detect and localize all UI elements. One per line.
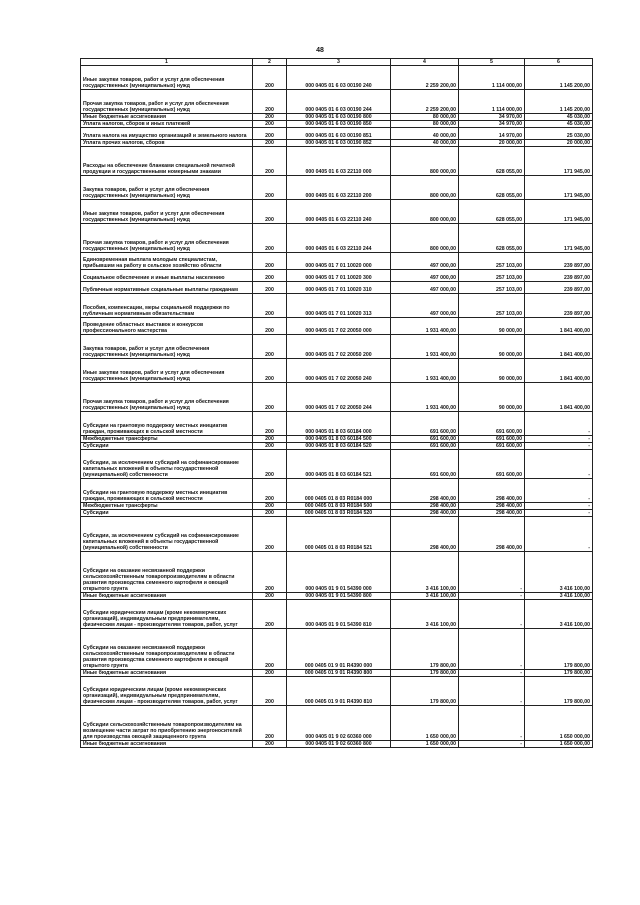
table-row [81, 677, 593, 706]
row-value-cell: 200 [253, 270, 287, 282]
row-value-cell: 000 0405 01 6 03 22110 240 [287, 200, 391, 224]
table-row [81, 224, 593, 253]
row-value-cell: 179 800,00 [391, 629, 459, 670]
table-row [81, 412, 593, 436]
row-value-cell: 1 114 000,00 [459, 90, 525, 114]
row-value-cell: 000 0405 01 8 03 R0184 500 [287, 503, 391, 510]
row-value-cell: 200 [253, 677, 287, 706]
row-value-cell: 298 400,00 [459, 510, 525, 517]
row-name-cell: Субсидии на грантовую поддержку местных инициатив граждан, проживающих в сельской местности [81, 479, 253, 503]
row-value-cell: 40 000,00 [391, 140, 459, 147]
row-value-cell: - [459, 629, 525, 670]
row-value-cell: 200 [253, 443, 287, 450]
row-value-cell: 1 650 000,00 [525, 741, 593, 748]
row-name-cell: Субсидии, за исключением субсидий на софинансирование капитальных вложений в объекты государственной (муниципальной) собственности [81, 450, 253, 479]
row-value-cell: - [459, 670, 525, 677]
row-value-cell: 200 [253, 412, 287, 436]
row-value-cell: 179 800,00 [525, 670, 593, 677]
row-value-cell: 239 897,00 [525, 294, 593, 318]
row-value-cell: 628 055,00 [459, 200, 525, 224]
row-value-cell: 45 030,00 [525, 121, 593, 128]
row-value-cell: 200 [253, 176, 287, 200]
row-name-cell: Публичные нормативные социальные выплаты гражданам [81, 282, 253, 294]
row-value-cell: 171 945,00 [525, 200, 593, 224]
table-row [81, 140, 593, 147]
row-value-cell: 298 400,00 [391, 510, 459, 517]
row-value-cell: 179 800,00 [391, 670, 459, 677]
row-value-cell: 200 [253, 128, 287, 140]
row-value-cell: 90 000,00 [459, 359, 525, 383]
row-value-cell: 200 [253, 503, 287, 510]
table-row [81, 114, 593, 121]
column-header: 2 [253, 59, 287, 66]
row-value-cell: 000 0405 01 6 03 22110 244 [287, 224, 391, 253]
row-value-cell: 1 650 000,00 [391, 741, 459, 748]
row-value-cell: 1 841 400,00 [525, 335, 593, 359]
table-row [81, 200, 593, 224]
table-row [81, 593, 593, 600]
row-value-cell: 20 000,00 [459, 140, 525, 147]
row-value-cell: 200 [253, 359, 287, 383]
row-value-cell: 497 000,00 [391, 282, 459, 294]
row-value-cell: 200 [253, 200, 287, 224]
row-value-cell: - [525, 443, 593, 450]
row-name-cell: Прочая закупка товаров, работ и услуг для обеспечения государственных (муниципальных) нужд [81, 224, 253, 253]
row-value-cell: 200 [253, 479, 287, 503]
row-name-cell: Субсидии [81, 443, 253, 450]
row-value-cell: 000 0405 01 7 02 20050 200 [287, 335, 391, 359]
row-value-cell: 691 600,00 [459, 443, 525, 450]
row-value-cell: 1 931 400,00 [391, 359, 459, 383]
row-value-cell: 000 0405 01 7 01 10020 000 [287, 253, 391, 270]
table-row [81, 741, 593, 748]
row-name-cell: Субсидии, за исключением субсидий на софинансирование капитальных вложений в объекты государственной (муниципальной) собственности [81, 517, 253, 552]
row-value-cell: 000 0405 01 9 01 R4390 800 [287, 670, 391, 677]
row-value-cell: 000 0405 01 6 03 22110 200 [287, 176, 391, 200]
row-value-cell: 171 945,00 [525, 176, 593, 200]
row-value-cell: 000 0405 01 8 03 R0184 000 [287, 479, 391, 503]
row-name-cell: Прочая закупка товаров, работ и услуг для обеспечения государственных (муниципальных) нужд [81, 90, 253, 114]
table-row [81, 253, 593, 270]
table-header-row [81, 59, 593, 66]
row-value-cell: - [459, 706, 525, 741]
table-body [81, 66, 593, 748]
table-row [81, 503, 593, 510]
row-value-cell: 800 000,00 [391, 224, 459, 253]
table-row [81, 318, 593, 335]
row-value-cell: 000 0405 01 9 01 54390 800 [287, 593, 391, 600]
row-value-cell: 257 103,00 [459, 270, 525, 282]
row-value-cell: 239 897,00 [525, 282, 593, 294]
row-value-cell: 200 [253, 670, 287, 677]
row-value-cell: 34 970,00 [459, 114, 525, 121]
row-value-cell: - [525, 436, 593, 443]
row-value-cell: 800 000,00 [391, 200, 459, 224]
row-value-cell: - [525, 517, 593, 552]
row-value-cell: 200 [253, 552, 287, 593]
row-value-cell: - [525, 510, 593, 517]
row-value-cell: 200 [253, 140, 287, 147]
row-name-cell: Закупка товаров, работ и услуг для обеспечения государственных (муниципальных) нужд [81, 176, 253, 200]
row-name-cell: Межбюджетные трансферты [81, 503, 253, 510]
row-value-cell: 3 416 100,00 [525, 552, 593, 593]
table-row [81, 90, 593, 114]
row-value-cell: 000 0405 01 8 03 60184 521 [287, 450, 391, 479]
row-value-cell: 691 600,00 [391, 443, 459, 450]
row-value-cell: 90 000,00 [459, 318, 525, 335]
row-value-cell: 200 [253, 121, 287, 128]
table-row [81, 359, 593, 383]
row-value-cell: 200 [253, 450, 287, 479]
row-value-cell: - [525, 450, 593, 479]
row-name-cell: Иные закупки товаров, работ и услуг для обеспечения государственных (муниципальных) нужд [81, 359, 253, 383]
row-value-cell: 298 400,00 [391, 517, 459, 552]
row-value-cell: 800 000,00 [391, 147, 459, 176]
row-value-cell: 000 0405 01 7 02 20050 244 [287, 383, 391, 412]
row-value-cell: 000 0405 01 7 01 10020 300 [287, 270, 391, 282]
row-name-cell: Закупка товаров, работ и услуг для обеспечения государственных (муниципальных) нужд [81, 335, 253, 359]
row-name-cell: Иные бюджетные ассигнования [81, 741, 253, 748]
row-value-cell: 1 114 000,00 [459, 66, 525, 90]
row-value-cell: 691 600,00 [391, 450, 459, 479]
row-value-cell: 298 400,00 [459, 479, 525, 503]
table-row [81, 443, 593, 450]
row-value-cell: 000 0405 01 6 03 00190 240 [287, 66, 391, 90]
row-value-cell: 000 0405 01 9 01 54390 810 [287, 600, 391, 629]
row-value-cell: 257 103,00 [459, 294, 525, 318]
table-row [81, 128, 593, 140]
row-value-cell: 1 841 400,00 [525, 359, 593, 383]
row-value-cell: 298 400,00 [391, 479, 459, 503]
table-row [81, 270, 593, 282]
row-value-cell: 2 259 200,00 [391, 90, 459, 114]
table-row [81, 479, 593, 503]
table-row [81, 629, 593, 670]
row-value-cell: 171 945,00 [525, 147, 593, 176]
row-name-cell: Уплата прочих налогов, сборов [81, 140, 253, 147]
row-value-cell: 000 0405 01 8 03 60184 500 [287, 436, 391, 443]
row-value-cell: 691 600,00 [391, 436, 459, 443]
row-name-cell: Субсидии юридическим лицам (кроме некоммерческих организаций), индивидуальным предпринимателям, физическим лицам - производителям товаров, работ, услуг [81, 677, 253, 706]
row-value-cell: 298 400,00 [459, 503, 525, 510]
row-value-cell: 200 [253, 90, 287, 114]
row-name-cell: Субсидии сельскохозяйственным товаропроизводителям на возмещение части затрат по приобретению энергоносителей для производства овощей защищенного грунта [81, 706, 253, 741]
row-value-cell: 3 416 100,00 [525, 593, 593, 600]
row-name-cell: Расходы на обеспечение бланками специальной печатной продукции и государственными номерными знаками [81, 147, 253, 176]
row-value-cell: 298 400,00 [459, 517, 525, 552]
row-name-cell: Проведение областных выставок и конкурсов профессионального мастерства [81, 318, 253, 335]
row-value-cell: 3 416 100,00 [391, 552, 459, 593]
row-value-cell: 497 000,00 [391, 253, 459, 270]
row-value-cell: 200 [253, 335, 287, 359]
row-value-cell: 000 0405 01 8 03 60184 000 [287, 412, 391, 436]
table-row [81, 66, 593, 90]
row-value-cell: 90 000,00 [459, 335, 525, 359]
row-value-cell: 179 800,00 [391, 677, 459, 706]
row-value-cell: 40 000,00 [391, 128, 459, 140]
row-value-cell: - [459, 677, 525, 706]
row-value-cell: 000 0405 01 7 01 10020 310 [287, 282, 391, 294]
row-value-cell: 200 [253, 66, 287, 90]
row-value-cell: 1 931 400,00 [391, 318, 459, 335]
table-row [81, 450, 593, 479]
row-value-cell: 200 [253, 593, 287, 600]
row-value-cell: 1 145 200,00 [525, 90, 593, 114]
column-header: 3 [287, 59, 391, 66]
row-value-cell: 200 [253, 629, 287, 670]
row-name-cell: Пособия, компенсации, меры социальной поддержки по публичным нормативным обязательствам [81, 294, 253, 318]
table-row [81, 706, 593, 741]
row-value-cell: 200 [253, 383, 287, 412]
row-value-cell: 200 [253, 741, 287, 748]
row-value-cell: 25 030,00 [525, 128, 593, 140]
table-row [81, 383, 593, 412]
row-name-cell: Субсидии на оказание несвязанной поддержки сельскохозяйственным товаропроизводителям в области развития производства семенного картофеля и овощей открытого грунта [81, 552, 253, 593]
column-header: 1 [81, 59, 253, 66]
row-name-cell: Субсидии юридическим лицам (кроме некоммерческих организаций), индивидуальным предпринимателям, физическим лицам - производителям товаров, работ, услуг [81, 600, 253, 629]
row-name-cell: Субсидии [81, 510, 253, 517]
row-value-cell: 000 0405 01 6 03 00190 800 [287, 114, 391, 121]
row-value-cell: 1 841 400,00 [525, 383, 593, 412]
row-name-cell: Субсидии на грантовую поддержку местных инициатив граждан, проживающих в сельской местности [81, 412, 253, 436]
row-value-cell: 1 841 400,00 [525, 318, 593, 335]
row-value-cell: 1 931 400,00 [391, 383, 459, 412]
row-value-cell: 34 970,00 [459, 121, 525, 128]
row-value-cell: 000 0405 01 8 03 60184 520 [287, 443, 391, 450]
row-value-cell: 3 416 100,00 [525, 600, 593, 629]
row-value-cell: 497 000,00 [391, 270, 459, 282]
row-value-cell: 800 000,00 [391, 176, 459, 200]
page-number: 48 [316, 47, 324, 54]
row-value-cell: - [525, 503, 593, 510]
row-value-cell: 200 [253, 600, 287, 629]
table-row [81, 436, 593, 443]
row-name-cell: Иные закупки товаров, работ и услуг для обеспечения государственных (муниципальных) нужд [81, 200, 253, 224]
table-row [81, 176, 593, 200]
row-value-cell: 1 931 400,00 [391, 335, 459, 359]
row-value-cell: 80 000,00 [391, 121, 459, 128]
row-name-cell: Уплата налога на имущество организаций и земельного налога [81, 128, 253, 140]
column-header: 4 [391, 59, 459, 66]
row-value-cell: 000 0405 01 9 01 54390 000 [287, 552, 391, 593]
row-value-cell: 000 0405 01 8 03 R0184 521 [287, 517, 391, 552]
row-value-cell: 1 650 000,00 [525, 706, 593, 741]
row-value-cell: 179 800,00 [525, 629, 593, 670]
table-row [81, 335, 593, 359]
row-value-cell: 000 0405 01 9 02 60360 800 [287, 741, 391, 748]
row-value-cell: 200 [253, 282, 287, 294]
row-value-cell: 179 800,00 [525, 677, 593, 706]
table-row [81, 121, 593, 128]
row-value-cell: 1 650 000,00 [391, 706, 459, 741]
table-row [81, 670, 593, 677]
row-value-cell: 000 0405 01 6 03 00190 851 [287, 128, 391, 140]
row-value-cell: 497 000,00 [391, 294, 459, 318]
row-value-cell: 1 145 200,00 [525, 66, 593, 90]
row-value-cell: 20 000,00 [525, 140, 593, 147]
row-value-cell: 257 103,00 [459, 282, 525, 294]
row-value-cell: 628 055,00 [459, 147, 525, 176]
row-value-cell: 000 0405 01 9 02 60360 000 [287, 706, 391, 741]
column-header: 6 [525, 59, 593, 66]
row-value-cell: 3 416 100,00 [391, 593, 459, 600]
row-value-cell: 171 945,00 [525, 224, 593, 253]
table-row [81, 510, 593, 517]
row-value-cell: 691 600,00 [459, 412, 525, 436]
row-value-cell: - [459, 741, 525, 748]
row-value-cell: - [459, 552, 525, 593]
row-value-cell: 000 0405 01 6 03 22110 000 [287, 147, 391, 176]
row-value-cell: 200 [253, 147, 287, 176]
row-value-cell: 45 030,00 [525, 114, 593, 121]
row-name-cell: Субсидии на оказание несвязанной поддержки сельскохозяйственным товаропроизводителям в области развития производства семенного картофеля и овощей открытого грунта [81, 629, 253, 670]
row-value-cell: 628 055,00 [459, 176, 525, 200]
column-header: 5 [459, 59, 525, 66]
row-value-cell: 3 416 100,00 [391, 600, 459, 629]
row-name-cell: Социальное обеспечение и иные выплаты населению [81, 270, 253, 282]
table-row [81, 552, 593, 593]
row-value-cell: 2 259 200,00 [391, 66, 459, 90]
row-value-cell: 200 [253, 114, 287, 121]
row-value-cell: 200 [253, 224, 287, 253]
budget-table [80, 58, 593, 748]
row-value-cell: 200 [253, 706, 287, 741]
table-row [81, 282, 593, 294]
row-value-cell: 200 [253, 318, 287, 335]
row-value-cell: 000 0405 01 7 02 20050 240 [287, 359, 391, 383]
row-value-cell: 000 0405 01 9 01 R4390 810 [287, 677, 391, 706]
row-value-cell: 000 0405 01 6 03 00190 850 [287, 121, 391, 128]
row-value-cell: 298 400,00 [391, 503, 459, 510]
row-value-cell: 200 [253, 436, 287, 443]
row-name-cell: Межбюджетные трансферты [81, 436, 253, 443]
row-value-cell: 628 055,00 [459, 224, 525, 253]
row-value-cell: 691 600,00 [459, 450, 525, 479]
table-row [81, 517, 593, 552]
row-value-cell: - [459, 593, 525, 600]
row-value-cell: 691 600,00 [391, 412, 459, 436]
row-name-cell: Прочая закупка товаров, работ и услуг для обеспечения государственных (муниципальных) нужд [81, 383, 253, 412]
row-value-cell: 000 0405 01 9 01 R4390 000 [287, 629, 391, 670]
table-row [81, 294, 593, 318]
row-name-cell: Единовременная выплата молодым специалистам, прибывшим на работу в сельское хозяйство области [81, 253, 253, 270]
row-value-cell: 257 103,00 [459, 253, 525, 270]
row-value-cell: 90 000,00 [459, 383, 525, 412]
row-value-cell: 000 0405 01 6 03 00190 244 [287, 90, 391, 114]
row-value-cell: 000 0405 01 7 01 10020 313 [287, 294, 391, 318]
row-value-cell: 000 0405 01 6 03 00190 852 [287, 140, 391, 147]
row-value-cell: 200 [253, 294, 287, 318]
row-name-cell: Иные бюджетные ассигнования [81, 114, 253, 121]
row-value-cell: - [525, 479, 593, 503]
row-value-cell: 239 897,00 [525, 253, 593, 270]
row-value-cell: 239 897,00 [525, 270, 593, 282]
row-value-cell: - [459, 600, 525, 629]
table-row [81, 600, 593, 629]
row-value-cell: 200 [253, 253, 287, 270]
row-name-cell: Уплата налогов, сборов и иных платежей [81, 121, 253, 128]
row-value-cell: 200 [253, 517, 287, 552]
row-name-cell: Иные закупки товаров, работ и услуг для обеспечения государственных (муниципальных) нужд [81, 66, 253, 90]
table-row [81, 147, 593, 176]
row-value-cell: 80 000,00 [391, 114, 459, 121]
row-value-cell: 691 600,00 [459, 436, 525, 443]
row-value-cell: 000 0405 01 8 03 R0184 520 [287, 510, 391, 517]
row-value-cell: - [525, 412, 593, 436]
row-name-cell: Иные бюджетные ассигнования [81, 670, 253, 677]
row-name-cell: Иные бюджетные ассигнования [81, 593, 253, 600]
row-value-cell: 000 0405 01 7 02 20050 000 [287, 318, 391, 335]
row-value-cell: 14 970,00 [459, 128, 525, 140]
row-value-cell: 200 [253, 510, 287, 517]
